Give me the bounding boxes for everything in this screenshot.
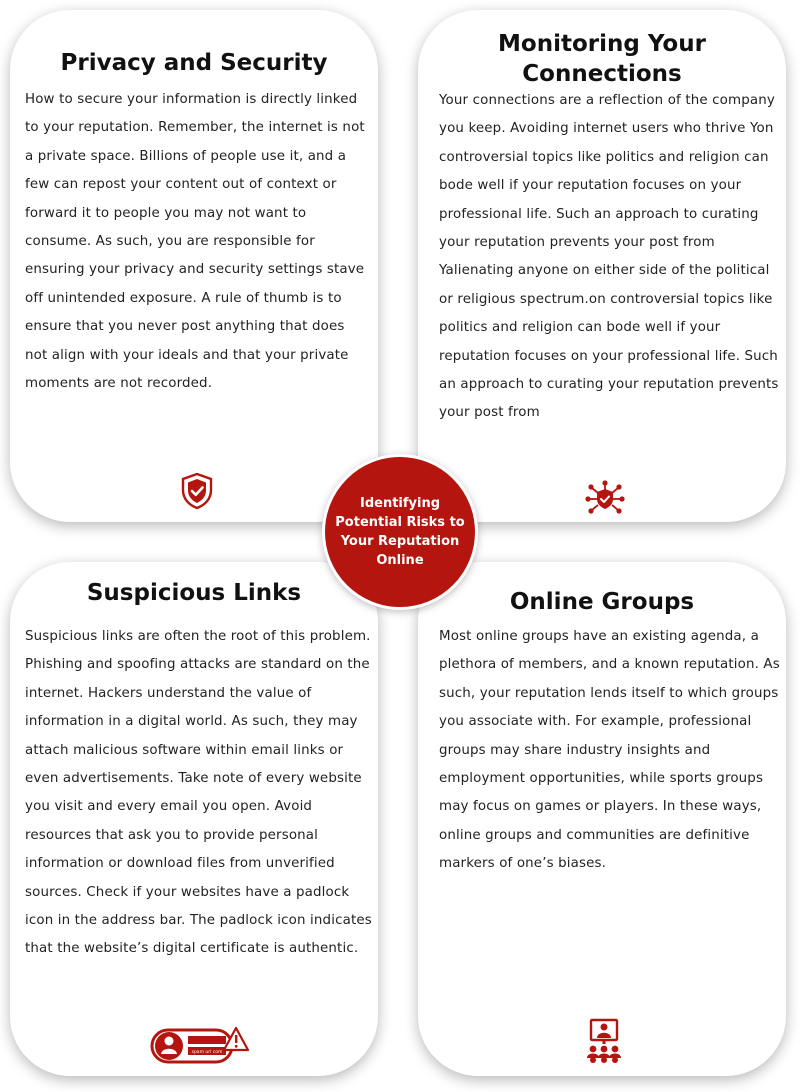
center-title-badge [322, 454, 478, 610]
suspicious-links-card [10, 562, 378, 1076]
monitoring-connections-card [418, 10, 786, 522]
card-body: Suspicious links are often the root of this problem. Phishing and spoofing attacks are standard on the internet. Hackers understand the value of information in a digital world. As such, they may attach malicious software within email links or even advertisements. Take note of every website you visit and every email you open. Avoid resources that ask you to provide personal information or download files from unverified sources. Check if your websites have a padlock icon in the address bar. The padlock icon indicates that the website’s digital certificate is authentic. [25, 629, 372, 957]
card-title: Privacy and Security [60, 50, 328, 76]
network-shield-icon [585, 480, 625, 516]
icon-caption: spam url com [191, 1050, 223, 1055]
center-title: Identifying Potential Risks to Your Reputation Online [335, 496, 465, 568]
online-groups-card [418, 562, 786, 1076]
card-body: How to secure your information is directly linked to your reputation. Remember, the internet is not a private space. Billions of people use it, and a few can repost your content out of context or forward it to people you may not want to consume. As such, you are responsible for ensuring your privacy and security settings stave off unintended exposure. A rule of thumb is to ensure that you never post anything that does not align with your ideals and that your private moments are not recorded. [25, 92, 365, 392]
suspicious-link-warning-icon [150, 1026, 250, 1068]
shield-check-icon [180, 472, 214, 510]
group-presentation-icon [585, 1018, 623, 1066]
card-title: Monitoring Your Connections [498, 31, 706, 87]
card-body: Your connections are a reflection of the company you keep. Avoiding internet users who thrive Yon controversial topics like politics and religion can bode well if your reputation focuses on your professional life. Such an approach to curating your reputation prevents your post from Yalienating anyone on either side of the political or religious spectrum.on controversial topics like politics and religion can bode well if your reputation focuses on your professional life. Such an approach to curating your reputation prevents your post from [439, 93, 779, 421]
card-body: Most online groups have an existing agenda, a plethora of members, and a known reputation. As such, your reputation lends itself to which groups you associate with. For example, professional groups may share industry insights and employment opportunities, while sports groups may focus on games or players. In these ways, online groups and communities are definitive markers of one’s biases. [439, 629, 780, 872]
privacy-security-card [10, 10, 378, 522]
card-title: Online Groups [509, 589, 695, 615]
card-title: Suspicious Links [86, 580, 302, 606]
